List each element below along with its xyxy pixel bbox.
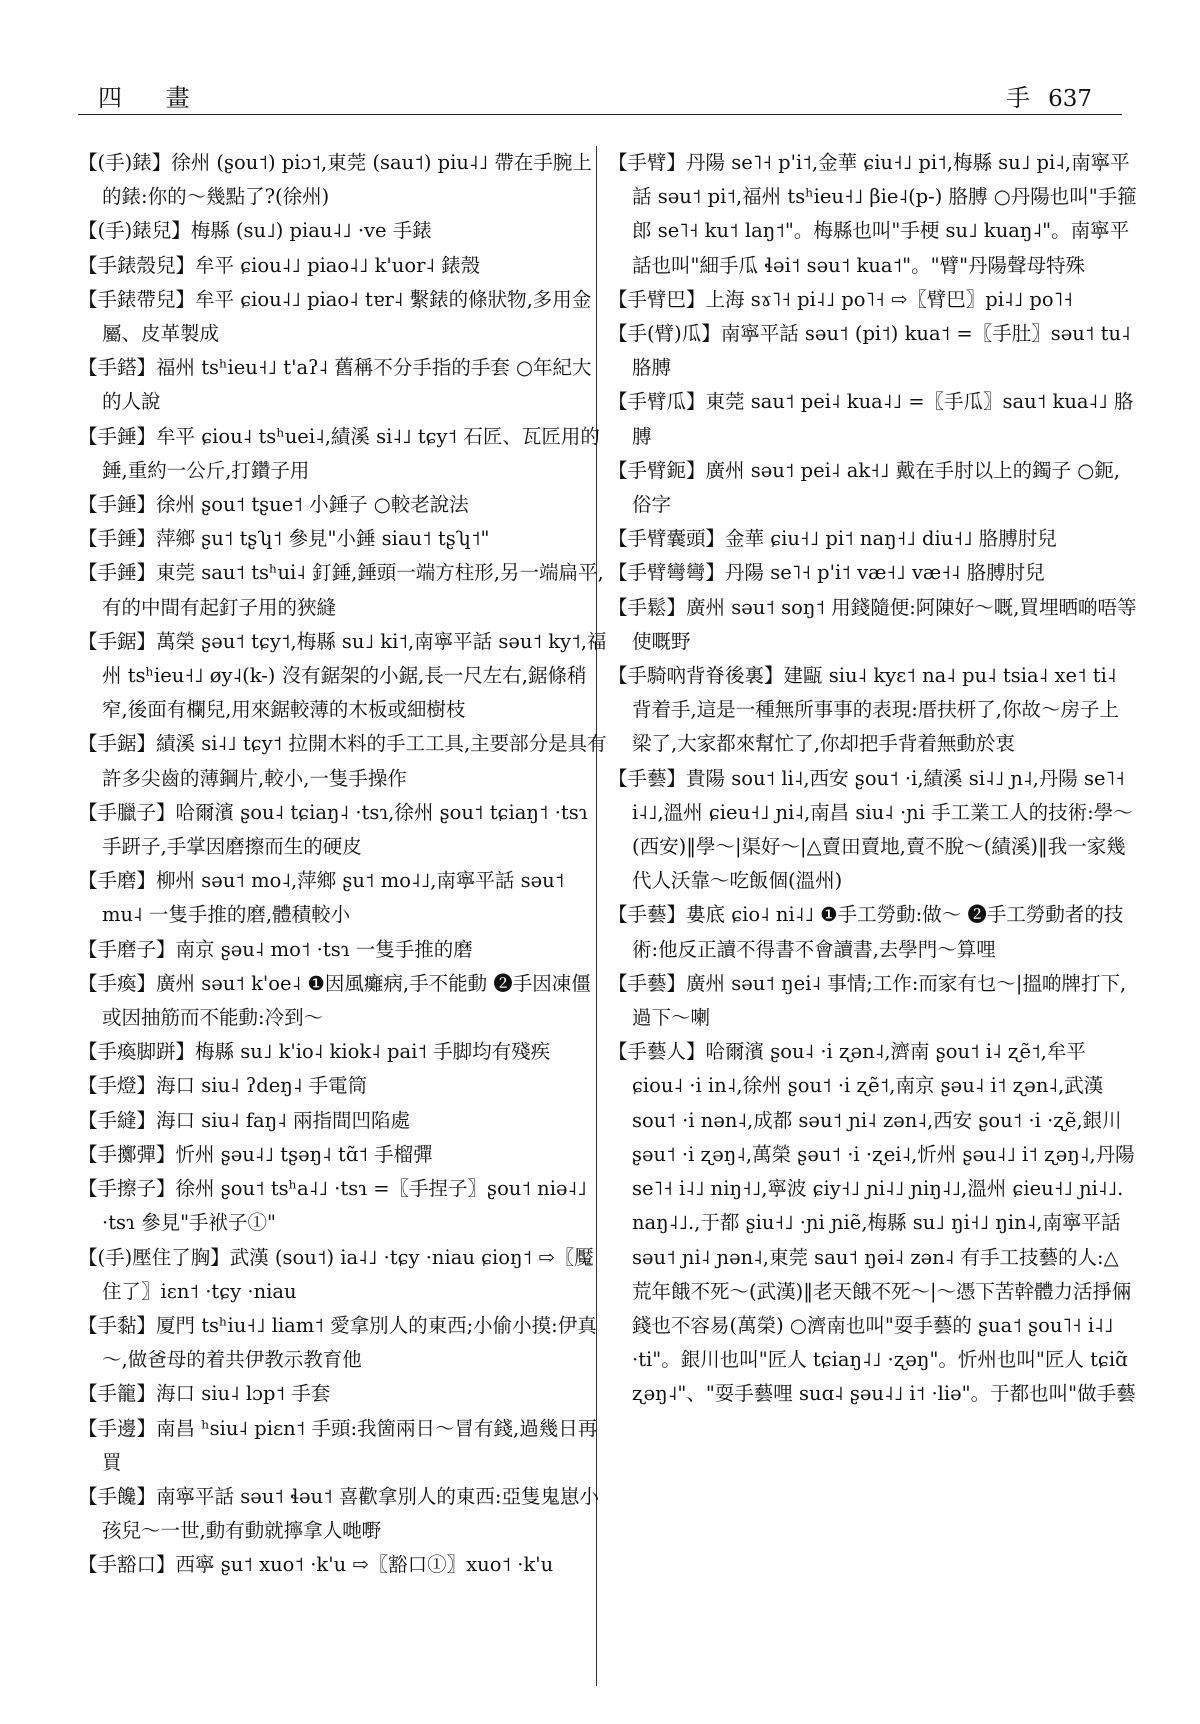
dictionary-entry: 【手饞】南寧平話 səu˦ ɬəu˦ 喜歡拿別人的東西:亞隻鬼崽小孩兒～一世,動有動就擰拿人哋嘢 <box>78 1484 599 1543</box>
dictionary-entry: 【手鬆】廣州 səu˦ soŋ˦ 用錢隨便:阿陳好～嘅,買埋晒啲唔等使嘅野 <box>608 595 1137 653</box>
dictionary-entry: 【手臂巴】上海 sɤ˥˧ pi˨˩ po˥˧ ⇨〖臂巴〗pi˨˩ po˥˧ <box>608 287 1073 311</box>
dictionary-entry: 【手鋸】績溪 si˨˩ tɕy˦ 拉開木料的手工工具,主要部分是具有許多尖齒的薄鋼片,較小,一隻手操作 <box>78 732 607 790</box>
dictionary-entry: 【手鎝】福州 tsʰieu˧˩ t'aʔ˨ 舊稱不分手指的手套 ○年紀大的人說 <box>78 356 592 414</box>
dictionary-entry: 【手臂】丹陽 se˥˧ p'i˦,金華 ɕiu˧˩ pi˦,梅縣 su˩ pi˨,南寧平話 səu˦ pi˦,福州 tsʰieu˧˩ βie˨(p-) 胳膊 ○丹陽也叫"手箍郎 se˥˧ ku˦ laŋ˦"。梅縣也叫"手梗 su˩ kuaŋ˨"。南寧平話也叫"細手瓜 ɬəi˦ səu˦ kua˦"。"臂"丹陽聲母特殊 <box>608 151 1137 277</box>
dictionary-entry: 【手藝人】哈爾濱 ʂou˨ ·i ʐən˨,濟南 ʂou˦ i˨ ʐẽ˦,牟平 ɕiou˨ ·i in˨,徐州 ʂou˦ ·i ʐẽ˦,南京 ʂəu˨ i˦ ʐən˨,武漢 sou˦ ·i nən˨,成都 səu˦ ɲi˨ zən˨,西安 ʂou˦ ·i ·ʐẽ,銀川 ʂəu˦ ·i ʐəŋ˨,萬榮 ʂəu˦ ·i ·ʐei˨,忻州 ʂəu˨˩ i˦ ʐəŋ˨,丹陽 se˥˧ i˨˩ niŋ˧˩,寧波 ɕiy˧˩ ɲi˨˩ ɲiŋ˨˩,溫州 ɕieu˧˩ ɲi˨˩. naŋ˨˩.,于都 ʂiu˧˩ ·ɲi ɲiẽ,梅縣 su˩ ŋi˧˩ ŋin˨,南寧平話 səu˦ ɲi˨ ɲən˨,東莞 sau˦ ŋəi˨ zən˨ 有手工技藝的人:△荒年餓不死～(武漢)‖老天餓不死～|～憑下苦幹體力活掙倆錢也不容易(萬榮) ○濟南也叫"耍手藝的 ʂua˦ ʂou˥˧ i˨˩ ·ti"。銀川也叫"匠人 tɕiaŋ˨˩ ·ʐəŋ"。忻州也叫"匠人 tɕiɑ̃ ʐəŋ˨"、"耍手藝哩 suɑ˨ ʂəu˨˩ i˦ ·liə"。于都也叫"做手藝 <box>608 1040 1136 1406</box>
header-rule <box>78 114 1122 115</box>
dictionary-entry: 【手鋸】萬榮 ʂəu˦ tɕy˦,梅縣 su˩ ki˦,南寧平話 səu˦ ky˦,福州 tsʰieu˧˩ øy˨(k-) 沒有鋸架的小鋸,長一尺左右,鋸條稍窄,後面有欄兒,用來鋸較薄的木板或細樹枝 <box>78 629 607 722</box>
left-column <box>78 146 608 1583</box>
dictionary-entry: 【手燈】海口 siu˨ ʔdeŋ˨ 手電筒 <box>78 1074 368 1098</box>
dictionary-entry: 【手錘】萍鄉 ʂu˦ tʂʮ˦ 參見"小錘 siau˦ tʂʮ˦" <box>78 527 490 551</box>
page-header <box>78 78 1122 116</box>
dictionary-entry: 【手錘】東莞 sau˦ tsʰui˨ 釘錘,錘頭一端方柱形,另一端扁平,有的中間有起釘子用的狹縫 <box>78 561 604 619</box>
dictionary-entry: 【(手)壓住了胸】武漢 (sou˦) ia˨˩ ·tɕy ·niau ɕioŋ˦ ⇨〖魘住了〗iɛn˦ ·tɕy ·niau <box>78 1245 594 1303</box>
head-character: 手 <box>1006 84 1031 112</box>
dictionary-entry: 【(手)錶】徐州 (ʂou˦) piɔ˦,東莞 (sau˦) piu˨˩ 帶在手腕上的錶:你的～幾點了?(徐州) <box>78 151 592 209</box>
dictionary-entry: 【手豁口】西寧 ʂu˦ xuo˦ ·k'u ⇨〖豁口①〗xuo˦ ·k'u <box>78 1553 554 1577</box>
dictionary-entry: 【手縫】海口 siu˨ faŋ˨ 兩指間凹陷處 <box>78 1108 411 1132</box>
dictionary-entry: 【手臂囊頭】金華 ɕiu˧˩ pi˦ naŋ˧˩ diu˧˩ 胳膊肘兒 <box>608 527 1057 551</box>
dictionary-entry: 【手臂彎彎】丹陽 se˥˧ p'i˦ væ˧˩ væ˧˨ 胳膊肘兒 <box>608 561 1045 585</box>
header-right <box>1006 78 1092 113</box>
dictionary-entry: 【手臂瓜】東莞 sau˦ pei˨ kua˨˩ =〖手瓜〗sau˦ kua˨˩ 胳膊 <box>608 390 1134 448</box>
dictionary-entry: 【(手)錶兒】梅縣 (su˩) piau˨˩ ·ve 手錶 <box>78 219 432 243</box>
page-number: 637 <box>1048 86 1092 112</box>
dictionary-entry: 【手錘】牟平 ɕiou˨ tsʰuei˨,績溪 si˨˩ tɕy˦ 石匠、瓦匠用的錘,重約一公斤,打鑽子用 <box>78 424 600 482</box>
right-column <box>608 146 1138 1412</box>
dictionary-entry: 【手磨】柳州 səu˦ mo˨,萍鄉 ʂu˦ mo˨˩,南寧平話 səu˦ mu˨ 一隻手推的磨,體積較小 <box>78 869 565 927</box>
dictionary-entry: 【手錘】徐州 ʂou˦ tʂue˦ 小錘子 ○較老說法 <box>78 493 469 517</box>
dictionary-entry: 【手(臂)瓜】南寧平話 səu˦ (pi˦) kua˦ =〖手肚〗səu˦ tu˨ 胳膊 <box>608 322 1131 380</box>
dictionary-entry: 【手籠】海口 siu˨ lɔp˦ 手套 <box>78 1382 331 1406</box>
dictionary-entry: 【手藝】婁底 ɕio˨ ni˨˩ ❶手工勞動:做～ ❷手工勞動者的技術:他反正讀不得書不會讀書,去學門～算哩 <box>608 903 1124 961</box>
dictionary-entry: 【手臂鈪】廣州 səu˦ pei˨ ak˧˩ 戴在手肘以上的鐲子 ○鈪,俗字 <box>608 458 1120 517</box>
dictionary-entry: 【手磨子】南京 ʂəu˨ mo˦ ·tsɿ 一隻手推的磨 <box>78 937 473 961</box>
dictionary-entry: 【手擦子】徐州 ʂou˦ tsʰa˨˩ ·tsɿ =〖手捏子〗ʂou˦ niə˨˩ ·tsɿ 參見"手袱子①" <box>78 1177 587 1235</box>
dictionary-entry: 【手邊】南昌 ʰsiu˨ piɛn˦ 手頭:我箇兩日～冒有錢,過幾日再買 <box>78 1416 598 1474</box>
dictionary-entry: 【手瘓】廣州 səu˦ k'oe˨ ❶因風癱病,手不能動 ❷手因凍僵或因抽筋而不能動:冷到～ <box>78 971 591 1030</box>
section-title: 四 畫 <box>98 84 208 112</box>
dictionary-entry: 【手臘子】哈爾濱 ʂou˨ tɕiaŋ˨ ·tsɿ,徐州 ʂou˦ tɕiaŋ˦ ·tsɿ 手趼子,手掌因磨擦而生的硬皮 <box>78 800 588 859</box>
dictionary-entry: 【手錶殼兒】牟平 ɕiou˨˩ piao˨˩ k'uor˨ 錶殼 <box>78 253 481 277</box>
dictionary-entry: 【手黏】厦門 tsʰiu˧˩ liam˦ 愛拿別人的東西;小偷小摸:伊真～,做爸母的着共伊教示教育他 <box>78 1313 597 1372</box>
dictionary-entry: 【手騎吶背脊後裏】建甌 siu˨ kyɛ˦ na˨ pu˨ tsia˨ xe˦ ti˨ 背着手,這是一種無所事事的表現:厝扶枅了,你故～房子上梁了,大家都來幫忙了,你却把手背着無動於衷 <box>608 664 1119 756</box>
dictionary-entry: 【手瘓脚跰】梅縣 su˩ k'io˨ kiok˨ pai˦ 手脚均有殘疾 <box>78 1040 551 1064</box>
dictionary-entry: 【手藝】廣州 səu˦ ŋei˨ 事情;工作:而家有乜～|搵啲牌打下,過下～喇 <box>608 971 1127 1030</box>
dictionary-entry: 【手藝】貴陽 sou˦ li˨,西安 ʂou˦ ·i,績溪 si˨˩ ɲ˨,丹陽 se˥˧ i˨˩,溫州 ɕieu˧˩ ɲi˨,南昌 siu˨ ·ɲi 手工業工人的技術:學～(西安)‖學～|渠好～|△賣田賣地,賣不脫～(績溪)‖我一家幾代人沃靠～吃飯個(溫州) <box>608 766 1133 893</box>
dictionary-entry: 【手錶帶兒】牟平 ɕiou˨˩ piao˨ tɐr˨ 繫錶的條狀物,多用金屬、皮革製成 <box>78 287 592 346</box>
dictionary-entry: 【手擲彈】忻州 ʂəu˨˩ tʂəŋ˨ tɑ̃˦ 手榴彈 <box>78 1142 433 1166</box>
